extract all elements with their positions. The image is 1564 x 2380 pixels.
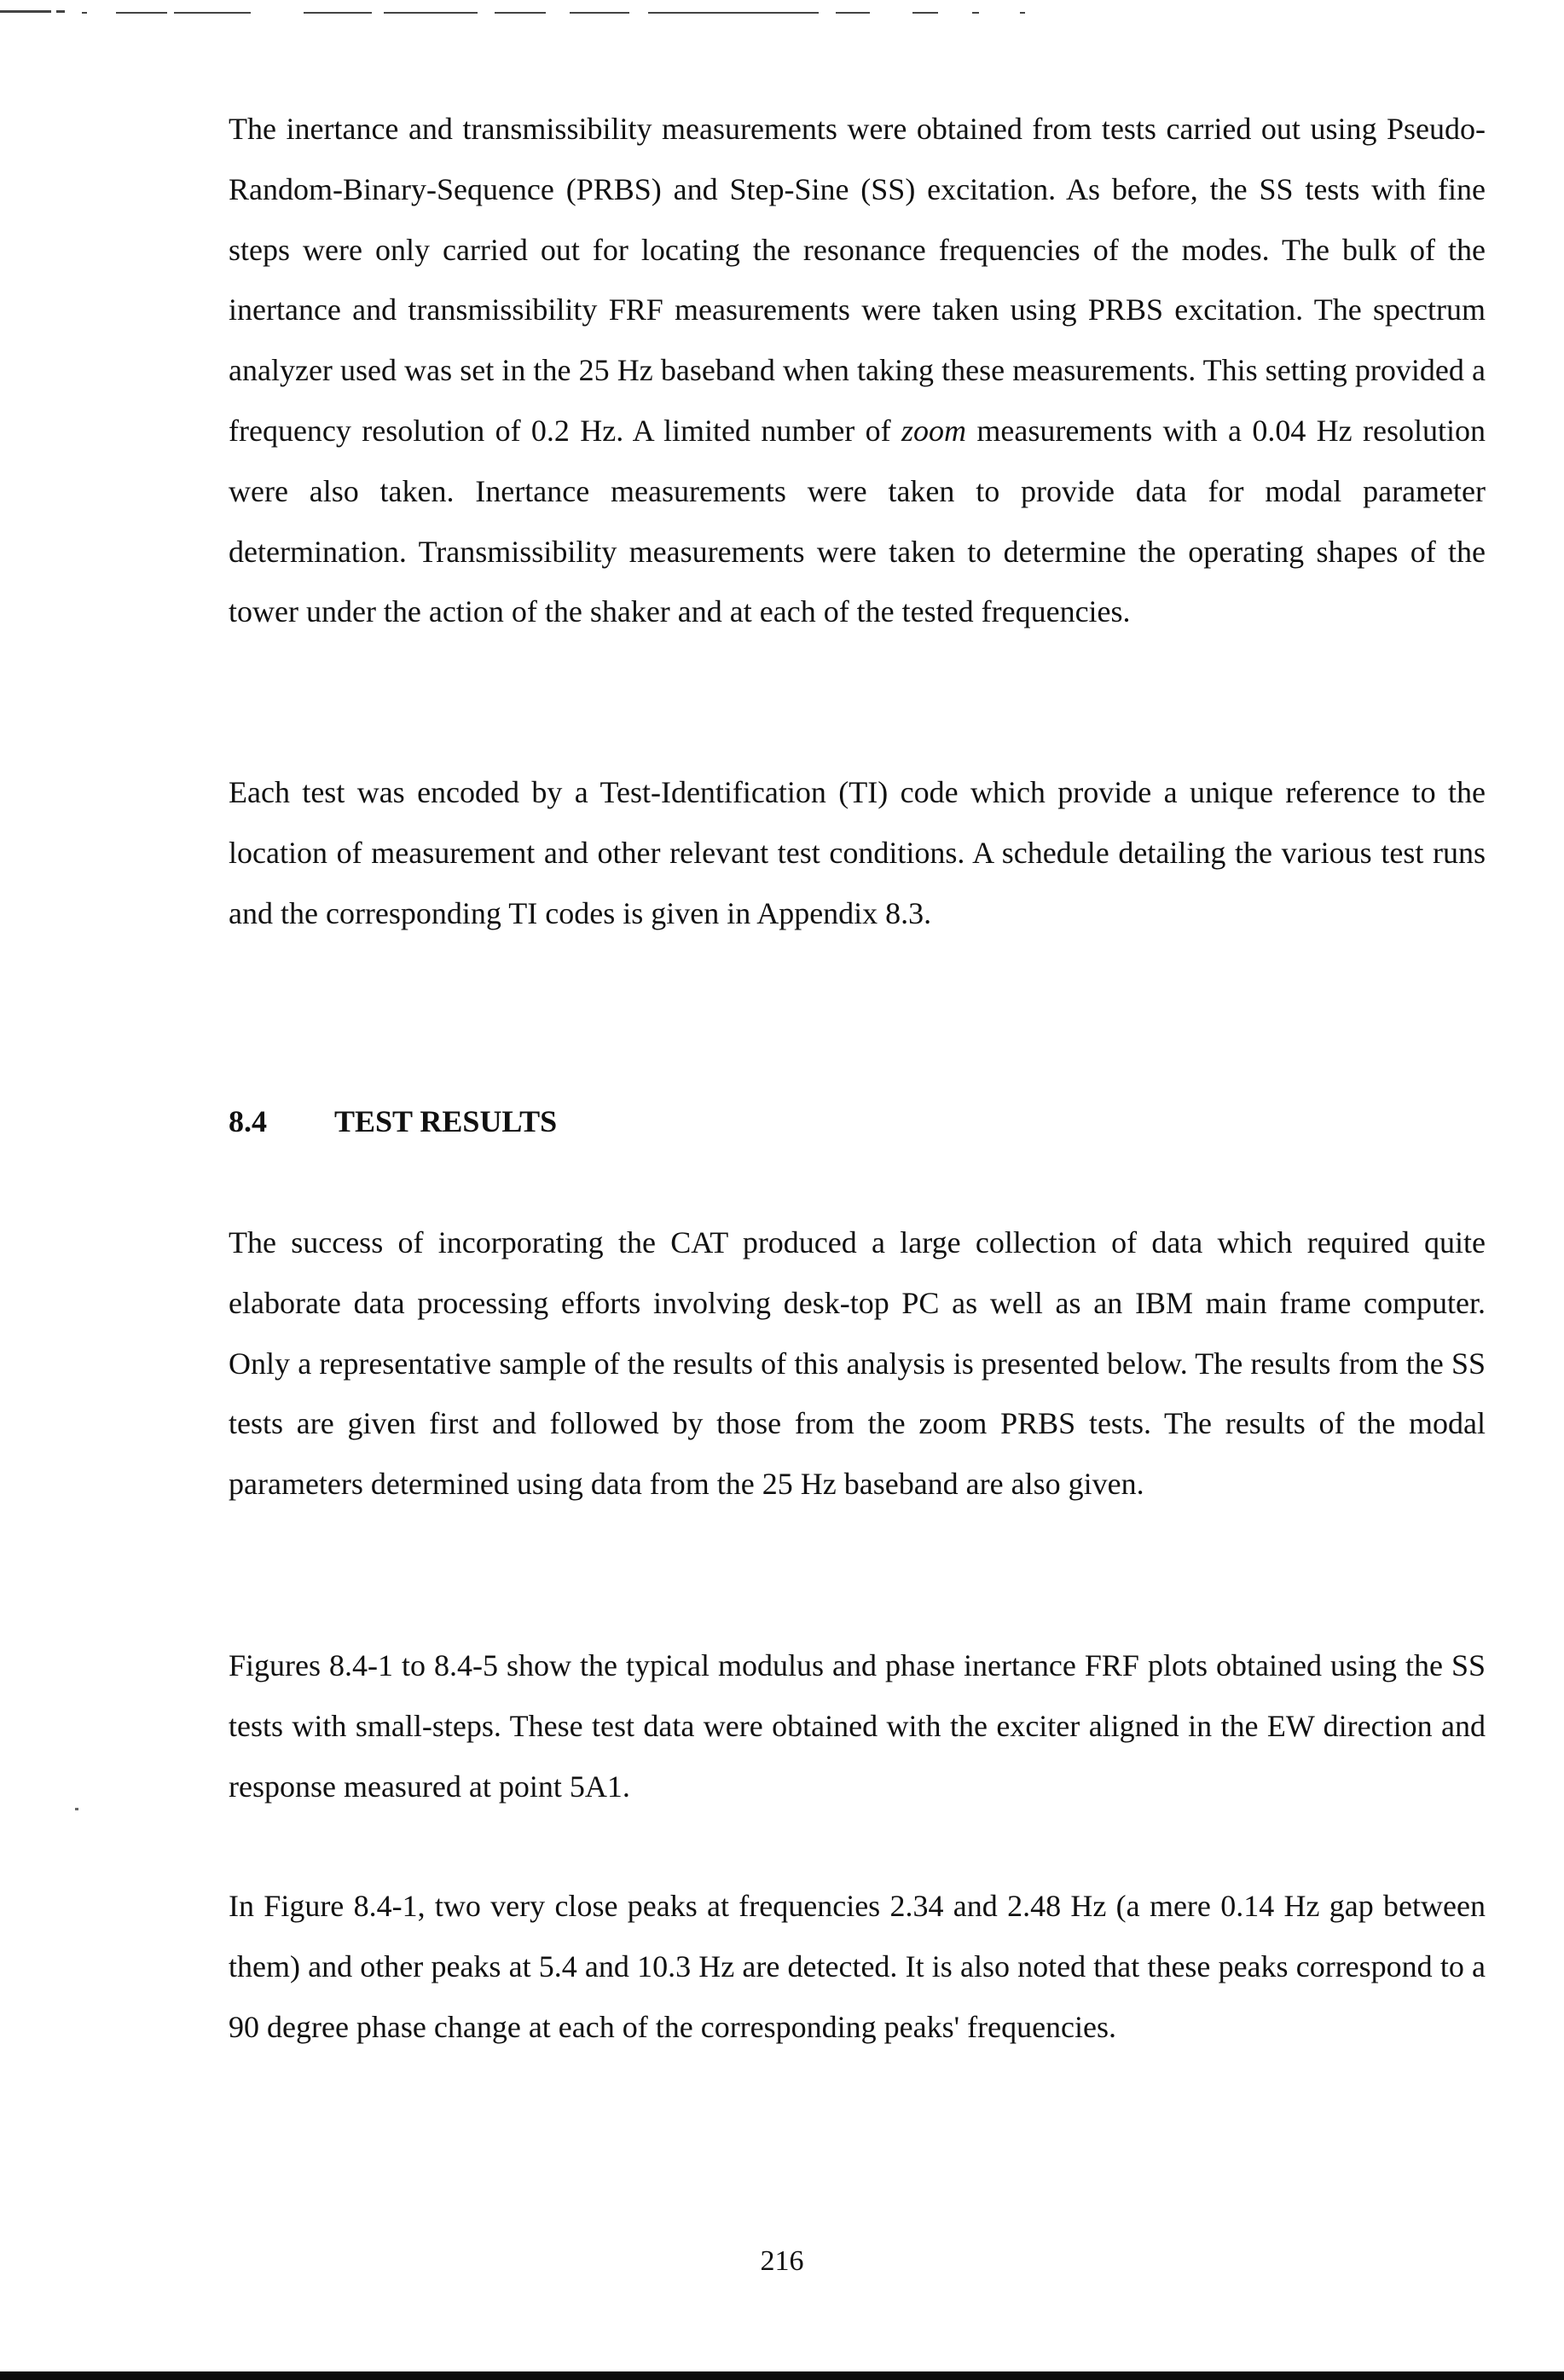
paragraph-figures-description: Figures 8.4-1 to 8.4-5 show the typical modulus and phase inertance FRF plots obtained using the SS tests with small-steps. These test data were obtained with the exciter aligned in the EW direction and response measured at point 5A1. bbox=[229, 1648, 1486, 1804]
paragraph-test-identification: Each test was encoded by a Test-Identification (TI) code which provide a unique reference to the location of measurement and other relevant test conditions. A schedule detailing the various test runs and the corresponding TI codes is given in Appendix 8.3. bbox=[229, 775, 1486, 930]
bottom-rule bbox=[0, 2371, 1564, 2380]
section-title: TEST RESULTS bbox=[334, 1104, 558, 1138]
page-number: 216 bbox=[760, 2245, 804, 2277]
section-heading bbox=[229, 1092, 557, 1151]
scan-artifact-top bbox=[0, 0, 1564, 20]
paragraph-peaks-analysis: In Figure 8.4-1, two very close peaks at frequencies 2.34 and 2.48 Hz (a mere 0.14 Hz gap between them) and other peaks at 5.4 and 10.3 Hz are detected. It is also noted that these peaks correspond to a 90 degree phase change at each of the corresponding peaks' frequencies. bbox=[229, 1889, 1486, 2044]
scan-speck bbox=[75, 1808, 78, 1810]
paragraph-measurements bbox=[229, 99, 1486, 642]
paragraph-test-results-overview: The success of incorporating the CAT produced a large collection of data which required quite elaborate data processing efforts involving desk-top PC as well as an IBM main frame computer. Only a representative sample of the results of this analysis is presented below. The results from the SS tests are given first and followed by those from the zoom PRBS tests. The results of the modal parameters determined using data from the 25 Hz baseband are also given. bbox=[229, 1225, 1486, 1502]
paragraph-text: measurements with a 0.04 Hz resolution were also taken. Inertance measurements were taken to provide data for modal parameter determination. Transmissibility measurements were taken to determine the operating shapes of the tower under the action of the shaker and at each of the tested frequencies. bbox=[229, 413, 1486, 629]
paragraph-text: The inertance and transmissibility measurements were obtained from tests carried out using Pseudo-Random-Binary-Sequence (PRBS) and Step-Sine (SS) excitation. As before, the SS tests with fine steps were only carried out for locating the resonance frequencies of the modes. The bulk of the inertance and transmissibility FRF measurements were taken using PRBS excitation. The spectrum analyzer used was set in the 25 Hz baseband when taking these measurements. This setting provided a frequency resolution of 0.2 Hz. A limited number of bbox=[229, 112, 1486, 448]
section-number: 8.4 bbox=[229, 1104, 267, 1138]
emphasized-word-zoom: zoom bbox=[901, 413, 967, 448]
